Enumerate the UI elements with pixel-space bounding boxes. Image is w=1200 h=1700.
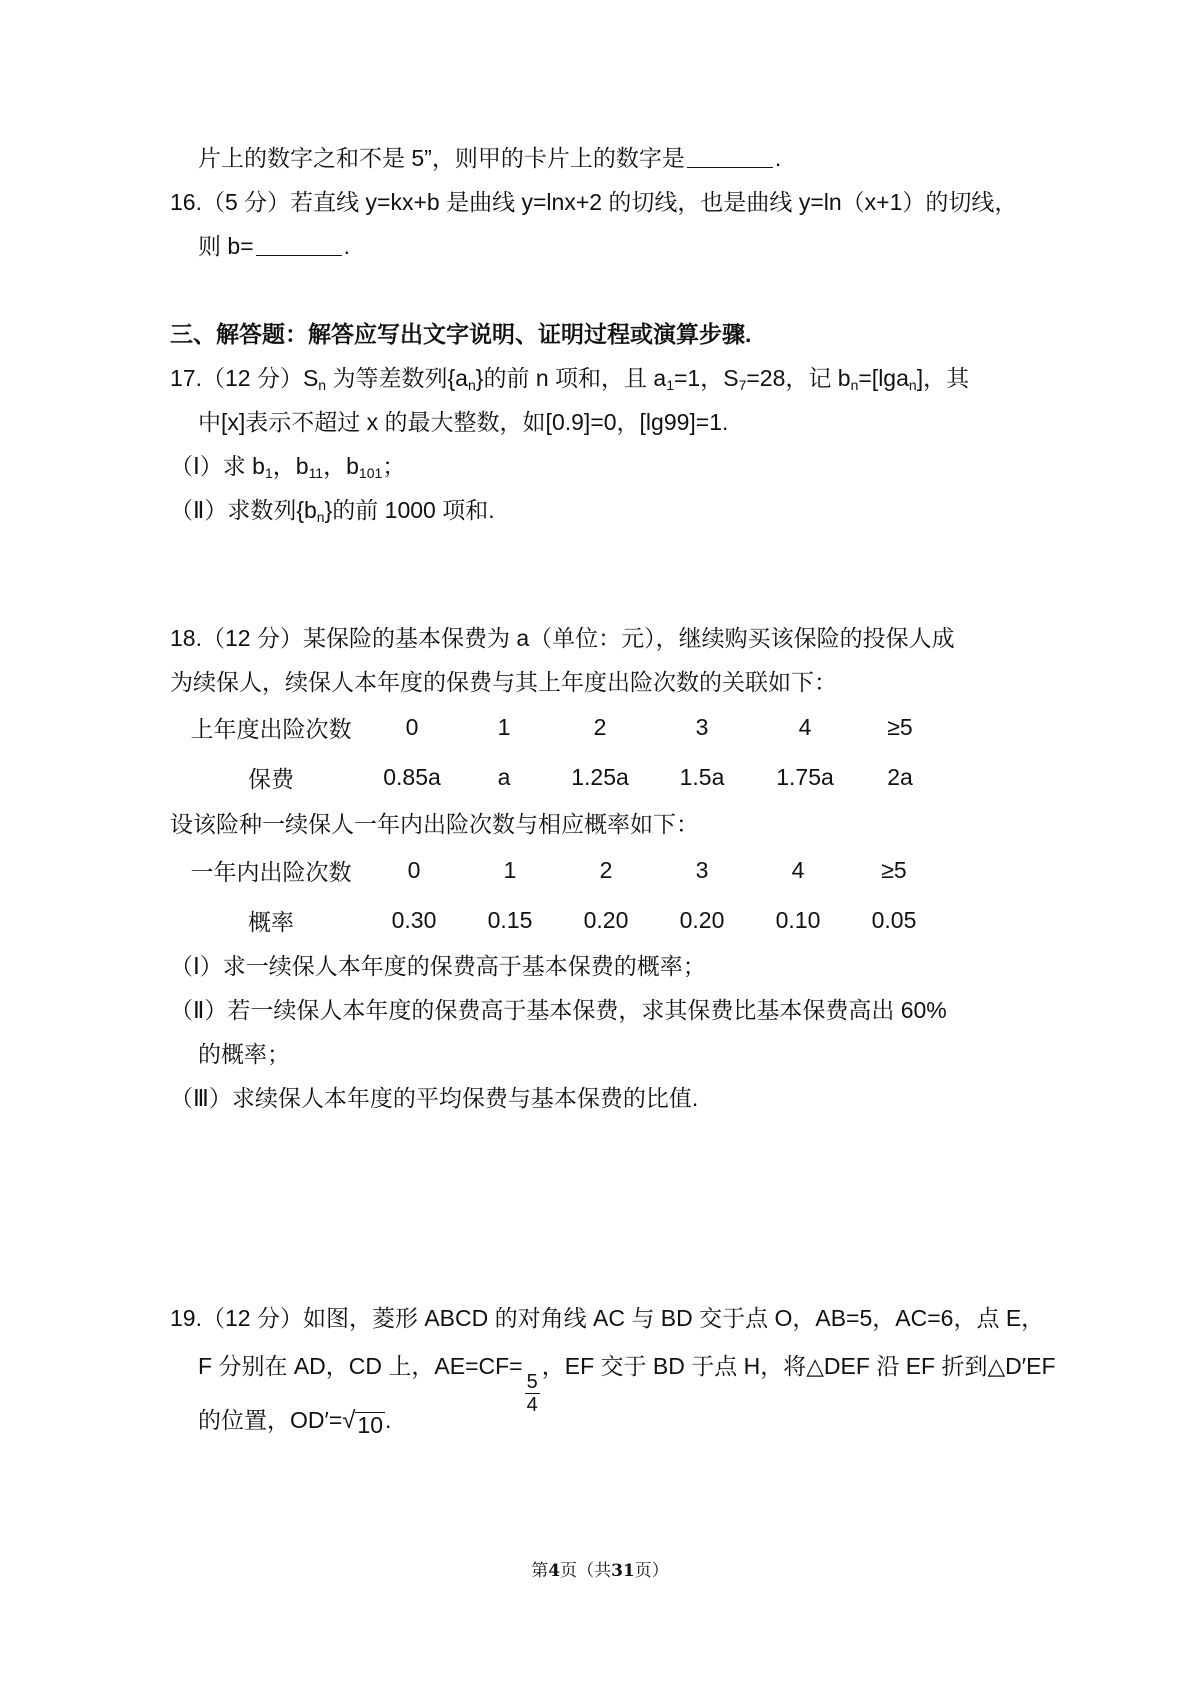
table-cell: 0 xyxy=(407,856,421,883)
table-cell: 一年内出险次数 xyxy=(190,858,352,885)
radicand: 10 xyxy=(357,1412,384,1438)
table-cell: 3 xyxy=(695,713,709,740)
q19-line3 xyxy=(198,1404,391,1437)
q18-part2-line2: 的概率； xyxy=(198,1041,290,1067)
q18-part2-line1: （Ⅱ）若一续保人本年度的保费高于基本保费，求其保费比基本保费高出 60% xyxy=(170,997,947,1023)
footer-seg: 第 xyxy=(531,1561,549,1581)
q19-seg: 的位置，OD′= xyxy=(198,1407,343,1433)
subscript: 1 xyxy=(666,377,674,393)
q15-text: 片上的数字之和不是 5”，则甲的卡片上的数字是 xyxy=(198,145,685,171)
footer-seg: 页） xyxy=(634,1561,669,1581)
q19-seg: F 分别在 AD，CD 上，AE=CF= xyxy=(198,1353,523,1379)
q16-line2 xyxy=(198,230,350,262)
table-cell: 保费 xyxy=(248,765,294,792)
q17-part1-seg: （Ⅰ）求 b xyxy=(170,453,265,479)
q19-line1: 19.（12 分）如图，菱形 ABCD 的对角线 AC 与 BD 交于点 O，AB=5，AC=6，点 E， xyxy=(170,1305,1045,1331)
fraction-numerator: 5 xyxy=(526,1371,538,1393)
q17-seg: =[lga xyxy=(858,365,909,391)
q17-line2: 中[x]表示不超过 x 的最大整数，如[0.9]=0，[lg99]=1. xyxy=(198,409,729,435)
table-cell: 1 xyxy=(503,856,517,883)
fraction-denominator: 4 xyxy=(526,1394,538,1416)
table-cell: 2 xyxy=(593,713,607,740)
q19-seg: ，EF 交于 BD 于点 H，将△DEF 沿 EF 折到△D′EF xyxy=(541,1353,1056,1379)
table-cell: 上年度出险次数 xyxy=(190,715,352,742)
probability-table xyxy=(176,845,942,945)
q17-part1 xyxy=(170,450,405,482)
q16-line1: 16.（5 分）若直线 y=kx+b 是曲线 y=lnx+2 的切线，也是曲线 y=ln（x+1）的切线， xyxy=(170,189,1018,215)
q18-part1: （Ⅰ）求一续保人本年度的保费高于基本保费的概率； xyxy=(170,953,706,979)
q17-seg: 为等差数列{a xyxy=(326,365,468,391)
table-cell: 1 xyxy=(497,713,511,740)
subscript: n xyxy=(316,509,325,525)
subscript: n xyxy=(850,377,859,393)
q15-continuation xyxy=(198,142,781,174)
q16-b-label: 则 b= xyxy=(198,233,254,259)
q16-answer-blank[interactable] xyxy=(256,233,342,256)
table-cell: 4 xyxy=(798,713,812,740)
q15-answer-blank[interactable] xyxy=(687,145,773,168)
page-footer xyxy=(0,1556,1200,1581)
table-cell: 1.75a xyxy=(776,763,834,790)
q17-seg: }的前 n 项和，且 a xyxy=(475,365,667,391)
q18-line1: 18.（12 分）某保险的基本保费为 a（单位：元），继续购买该保险的投保人成 xyxy=(170,625,955,651)
table-cell: 0.15 xyxy=(487,906,533,933)
q17-part1-seg: ； xyxy=(382,453,406,479)
page-total: 31 xyxy=(611,1561,635,1581)
q19-seg: . xyxy=(385,1407,392,1433)
table-cell: 3 xyxy=(695,856,709,883)
fraction xyxy=(525,1371,540,1416)
premium-table xyxy=(176,702,944,802)
subscript: 1 xyxy=(264,465,273,481)
table-cell: 0.85a xyxy=(383,763,441,790)
table-cell: 0 xyxy=(405,713,419,740)
table-cell: 1.25a xyxy=(571,763,629,790)
table-cell: 0.10 xyxy=(775,906,821,933)
q17-seg: 17.（12 分）S xyxy=(170,365,319,391)
table-cell: 1.5a xyxy=(679,763,725,790)
q16-end: . xyxy=(343,233,351,259)
q18-line3: 设该险种一续保人一年内出险次数与相应概率如下： xyxy=(170,811,699,837)
q17-part2 xyxy=(170,494,495,526)
table-row xyxy=(176,845,942,895)
q18-line2: 为续保人，续保人本年度的保费与其上年度出险次数的关联如下： xyxy=(170,669,837,695)
subscript: n xyxy=(318,377,327,393)
footer-seg: 页（共 xyxy=(560,1561,612,1581)
table-row xyxy=(176,702,944,752)
subscript: n xyxy=(467,377,476,393)
q17-part1-seg: ，b xyxy=(323,453,359,479)
table-cell: 0.20 xyxy=(679,906,725,933)
q17-seg: =1，S xyxy=(674,365,739,391)
q17-part2-seg: （Ⅱ）求数列{b xyxy=(170,497,317,523)
table-cell: ≥5 xyxy=(887,713,913,740)
radical-sign: √ xyxy=(342,1407,356,1434)
q17-line1 xyxy=(170,362,969,394)
subscript: 11 xyxy=(308,465,324,481)
q17-seg: =28，记 b xyxy=(746,365,851,391)
table-cell: ≥5 xyxy=(881,856,907,883)
q18-part3: （Ⅲ）求续保人本年度的平均保费与基本保费的比值. xyxy=(170,1085,699,1111)
square-root xyxy=(342,1405,385,1437)
q17-seg: ]，其 xyxy=(916,365,970,391)
table-cell: 2a xyxy=(887,763,913,790)
subscript: 7 xyxy=(738,377,747,393)
q15-end: . xyxy=(774,145,782,171)
table-cell: 概率 xyxy=(248,908,294,935)
subscript: 101 xyxy=(358,465,383,481)
table-cell: a xyxy=(497,763,511,790)
section3-heading: 三、解答题：解答应写出文字说明、证明过程或演算步骤. xyxy=(170,321,752,347)
table-row xyxy=(176,895,942,945)
table-cell: 0.30 xyxy=(391,906,437,933)
q17-part2-seg: }的前 1000 项和. xyxy=(324,497,495,523)
q17-part1-seg: ，b xyxy=(272,453,309,479)
subscript: n xyxy=(908,377,917,393)
table-cell: 2 xyxy=(599,856,613,883)
page-number: 4 xyxy=(548,1561,561,1581)
table-row xyxy=(176,752,944,802)
table-cell: 0.20 xyxy=(583,906,629,933)
table-cell: 0.05 xyxy=(871,906,917,933)
table-cell: 4 xyxy=(791,856,805,883)
